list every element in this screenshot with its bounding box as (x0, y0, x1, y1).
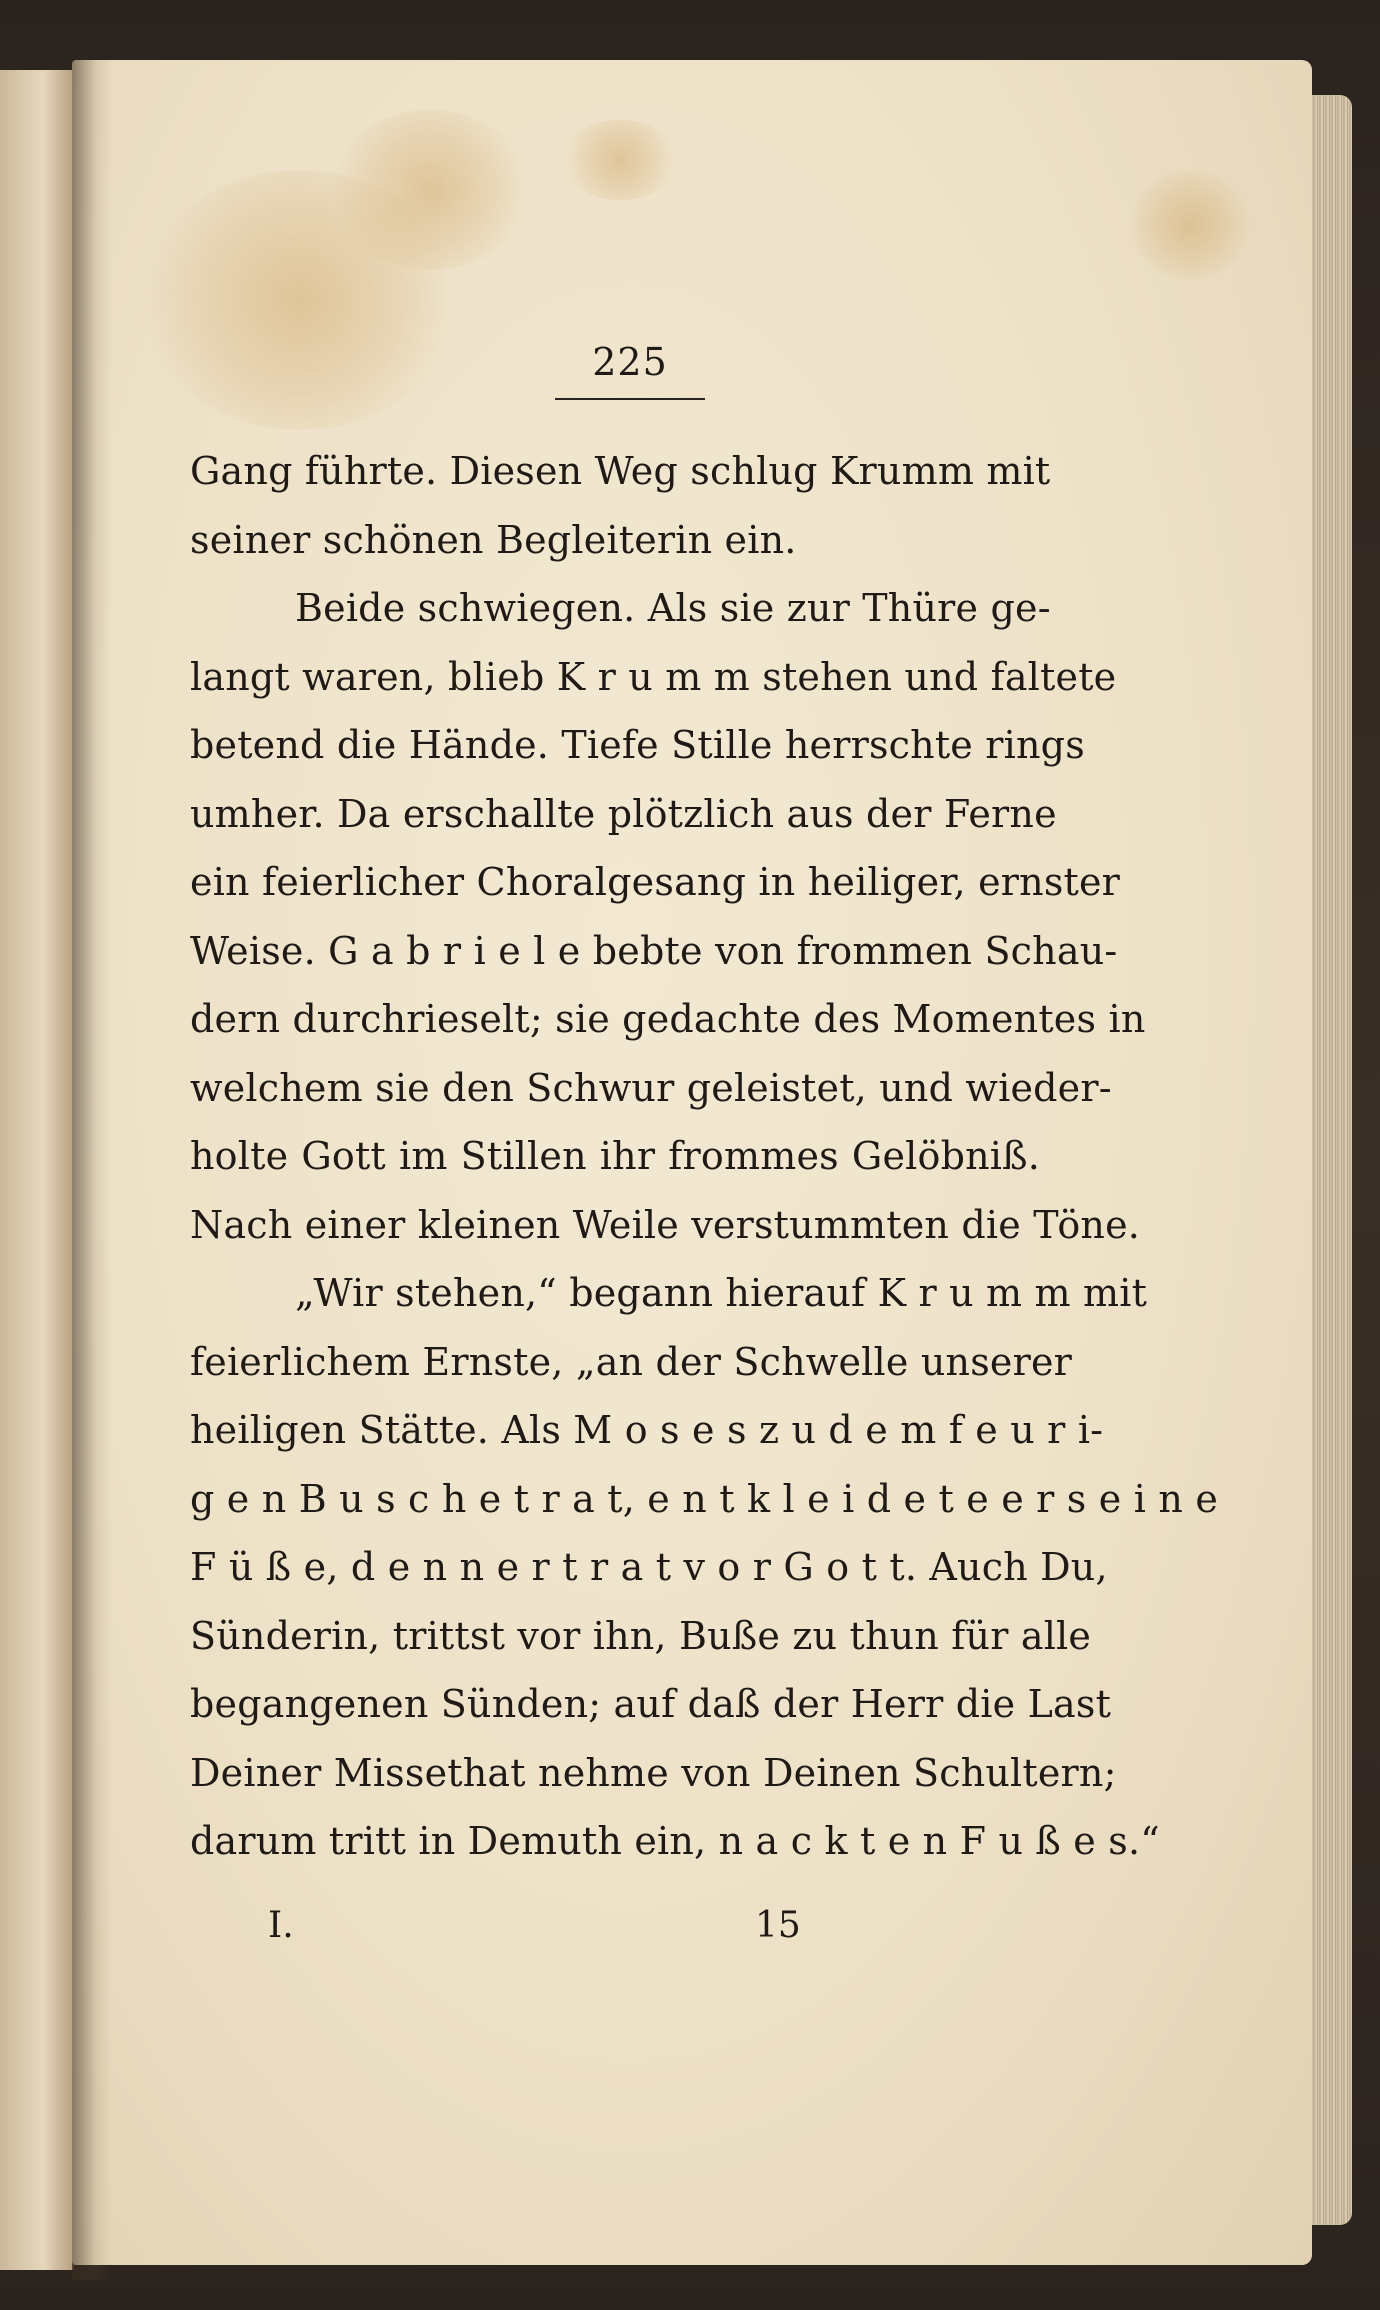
text-line: feierlichem Ernste, „an der Schwelle unserer (190, 1339, 1073, 1384)
text-line: welchem sie den Schwur geleistet, und wieder- (190, 1065, 1112, 1110)
text-line: Sünderin, trittst vor ihn, Buße zu thun für alle (190, 1613, 1092, 1658)
text-line: darum tritt in Demuth ein, n a c k t e n F u ß e s.“ (190, 1819, 1160, 1863)
text-line: ein feierlicher Choralgesang in heiliger, ernster (190, 860, 1121, 904)
text-line: Weise. G a b r i e l e bebte von frommen Schau- (190, 928, 1118, 973)
text-line: Beide schwiegen. Als sie zur Thüre ge- (295, 586, 1051, 630)
text-line: „Wir stehen,“ begann hierauf K r u m m mit (295, 1271, 1148, 1315)
sheet-number: 15 (755, 1905, 801, 1946)
text-line: g e n B u s c h e t r a t, e n t k l e i d e t e e r s e i n e (190, 1476, 1219, 1521)
page-footer (190, 1905, 1040, 1955)
text-line: langt waren, blieb K r u m m stehen und faltete (190, 654, 1117, 699)
text-line: seiner schönen Begleiterin ein. (190, 517, 797, 562)
body-text (190, 437, 1219, 1876)
text-line: Gang führte. Diesen Weg schlug Krumm mit (190, 449, 1051, 493)
header-rule (555, 398, 705, 400)
text-line: dern durchrieselt; sie gedachte des Momentes in (190, 997, 1146, 1041)
text-line: begangenen Sünden; auf daß der Herr die Last (190, 1682, 1112, 1726)
signature-mark: I. (268, 1905, 294, 1946)
text-line: umher. Da erschallte plötzlich aus der Ferne (190, 791, 1057, 836)
text-line: holte Gott im Stillen ihr frommes Gelöbniß. (190, 1134, 1040, 1178)
text-line: Nach einer kleinen Weile verstummten die Töne. (190, 1202, 1141, 1247)
text-line: betend die Hände. Tiefe Stille herrschte rings (190, 723, 1085, 767)
page-number: 225 (592, 340, 668, 384)
text-line: heiligen Stätte. Als M o s e s z u d e m f e u r i- (190, 1408, 1104, 1452)
text-line: F ü ß e, d e n n e r t r a t v o r G o t t. Auch Du, (190, 1545, 1108, 1589)
text-line: Deiner Missethat nehme von Deinen Schultern; (190, 1750, 1117, 1795)
